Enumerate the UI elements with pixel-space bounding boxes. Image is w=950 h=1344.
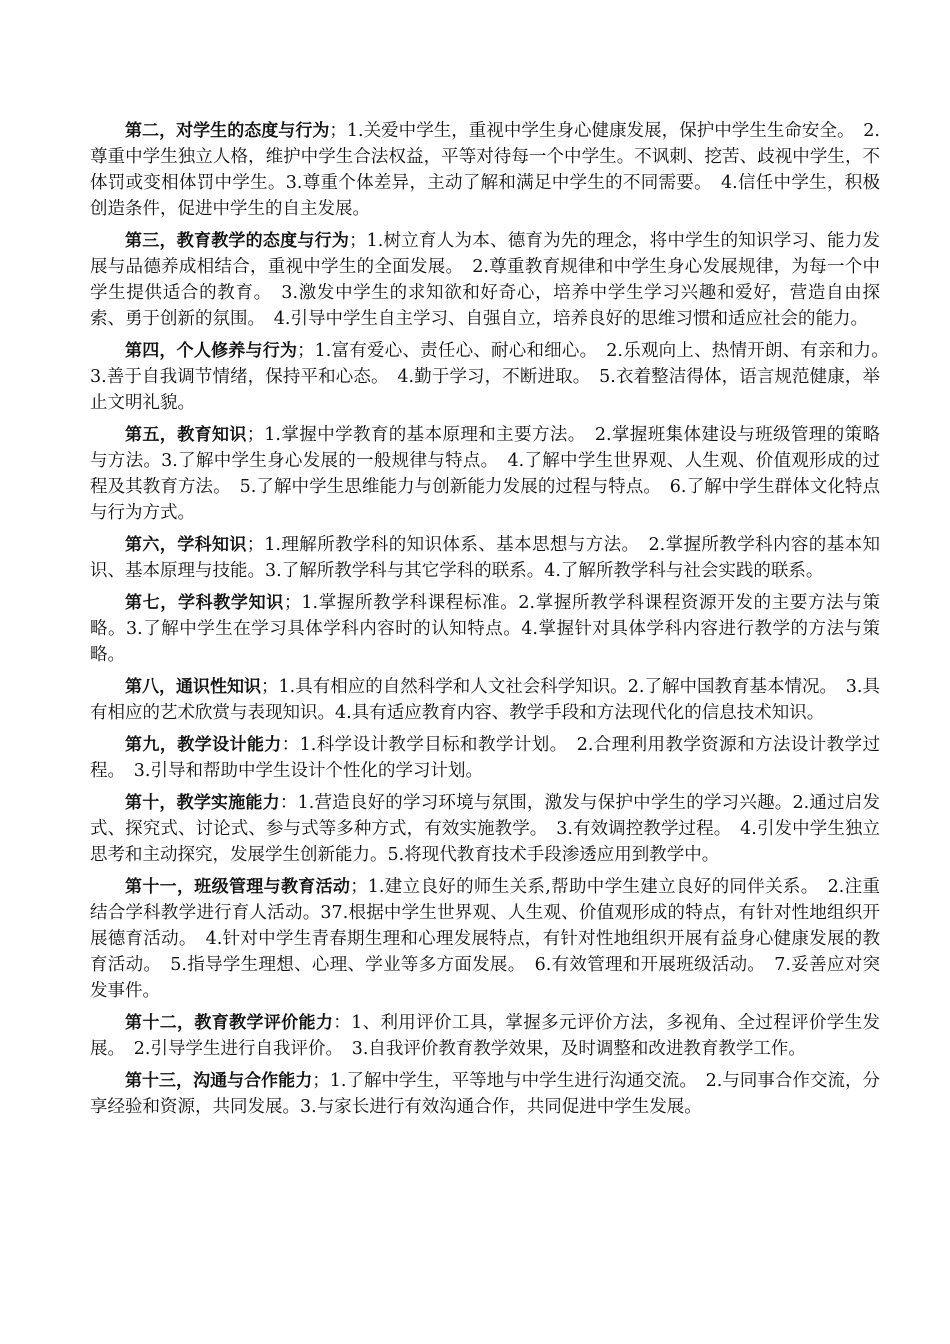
section-separator: ；: [246, 425, 265, 445]
section-paragraph: [90, 338, 898, 416]
section-heading: 第十三，沟通与合作能力: [125, 1071, 313, 1091]
section-separator: ；: [312, 1071, 330, 1091]
section-heading: 第十二，教育教学评价能力: [125, 1013, 334, 1033]
section-heading: 第二，对学生的态度与行为: [125, 121, 330, 141]
section-body: 1.富有爱心、责任心、耐心和细心。 2.乐观向上、热情开朗、有亲和力。 3.善于自我调节情绪，保持平和心态。 4.勤于学习，不断进取。 5.衣着整洁得体，语言规范健康，举止文明礼貌。: [90, 341, 898, 413]
section-heading: 第十，教学实施能力: [125, 793, 280, 813]
section-paragraph: [90, 532, 880, 584]
section-paragraph: [90, 422, 880, 526]
section-separator: ；: [246, 535, 265, 555]
section-heading: 第十一，班级管理与教育活动: [125, 877, 351, 897]
section-separator: ；: [349, 231, 367, 251]
section-heading: 第九，教学设计能力: [125, 735, 282, 755]
section-body: 1.掌握中学教育的基本原理和主要方法。 2.掌握班集体建设与班级管理的策略与方法。3.了解中学生身心发展的一般规律与特点。 4.了解中学生世界观、人生观、价值观形成的过程及其教育方法。 5.了解中学生思维能力与创新能力发展的过程与特点。 6.了解中学生群体文化特点与行为方式。: [90, 425, 880, 523]
section-body: 1.具有相应的自然科学和人文社会科学知识。2.了解中国教育基本情况。 3.具有相应的艺术欣赏与表现知识。4.具有适应教育内容、教学手段和方法现代化的信息技术知识。: [90, 677, 880, 723]
section-heading: 第四，个人修养与行为: [125, 341, 298, 361]
section-separator: ；: [350, 877, 368, 897]
section-separator: ：: [281, 735, 300, 755]
section-paragraph: [90, 874, 880, 1004]
section-paragraph: [90, 228, 880, 332]
section-heading: 第七，学科教学知识: [125, 593, 284, 613]
section-paragraph: [90, 590, 880, 668]
section-heading: 第六，学科知识: [125, 535, 247, 555]
section-body: 1.营造良好的学习环境与氛围，激发与保护中学生的学习兴趣。2.通过启发式、探究式、讨论式、参与式等多种方式，有效实施教学。 3.有效调控教学过程。 4.引发中学生独立思考和主动探究，发展学生创新能力。5.将现代教育技术手段渗透应用到教学中。: [90, 793, 881, 865]
section-separator: ；: [283, 593, 302, 613]
section-paragraph: [90, 732, 880, 784]
section-separator: ；: [261, 677, 279, 697]
section-separator: ：: [333, 1013, 352, 1033]
section-paragraph: [90, 1068, 880, 1120]
section-separator: ；: [329, 121, 347, 141]
section-paragraph: [90, 118, 880, 222]
section-body: 1.掌握所教学科课程标准。2.掌握所教学科课程资源开发的主要方法与策略。3.了解中学生在学习具体学科内容时的认知特点。4.掌握针对具体学科内容进行教学的方法与策略。: [90, 593, 880, 665]
section-body: 1.科学设计教学目标和教学计划。 2.合理利用教学资源和方法设计教学过程。 3.引导和帮助中学生设计个性化的学习计划。: [90, 735, 880, 781]
section-paragraph: [90, 674, 880, 726]
section-paragraph: [90, 1010, 880, 1062]
section-body: 1.关爱中学生，重视中学生身心健康发展，保护中学生生命安全。 2.尊重中学生独立人格，维护中学生合法权益，平等对待每一个中学生。不讽刺、挖苦、歧视中学生，不体罚或变相体罚中学生。3.尊重个体差异，主动了解和满足中学生的不同需要。 4.信任中学生，积极创造条件，促进中学生的自主发展。: [90, 121, 880, 219]
section-heading: 第三，教育教学的态度与行为: [125, 231, 350, 251]
section-body: 1.树立育人为本、德育为先的理念，将中学生的知识学习、能力发展与品德养成相结合，重视中学生的全面发展。 2.尊重教育规律和中学生身心发展规律，为每一个中学生提供适合的教育。 3.激发中学生的求知欲和好奇心，培养中学生学习兴趣和爱好，营造自由探索、勇于创新的氛围。 4.引导中学生自主学习、自强自立，培养良好的思维习惯和适应社会的能力。: [90, 231, 880, 329]
section-separator: ；: [297, 341, 315, 361]
document-page: [90, 118, 898, 1126]
section-body: 1.了解中学生，平等地与中学生进行沟通交流。 2.与同事合作交流，分享经验和资源，共同发展。3.与家长进行有效沟通合作，共同促进中学生发展。: [90, 1071, 880, 1117]
section-separator: ：: [279, 793, 298, 813]
section-body: 1、利用评价工具，掌握多元评价方法，多视角、全过程评价学生发展。 2.引导学生进行自我评价。 3.自我评价教育教学效果，及时调整和改进教育教学工作。: [90, 1013, 881, 1059]
section-body: 1.建立良好的师生关系,帮助中学生建立良好的同伴关系。 2.注重结合学科教学进行育人活动。37.根据中学生世界观、人生观、价值观形成的特点，有针对性地组织开展德育活动。 4.针对中学生青春期生理和心理发展特点，有针对性地组织开展有益身心健康发展的教育活动。 5.指导学生理想、心理、学业等多方面发展。 6.有效管理和开展班级活动。 7.妥善应对突发事件。: [90, 877, 880, 1001]
section-body: 1.理解所教学科的知识体系、基本思想与方法。 2.掌握所教学科内容的基本知识、基本原理与技能。3.了解所教学科与其它学科的联系。4.了解所教学科与社会实践的联系。: [90, 535, 880, 581]
section-heading: 第五，教育知识: [125, 425, 247, 445]
section-paragraph: [90, 790, 880, 868]
section-heading: 第八，通识性知识: [125, 677, 262, 697]
